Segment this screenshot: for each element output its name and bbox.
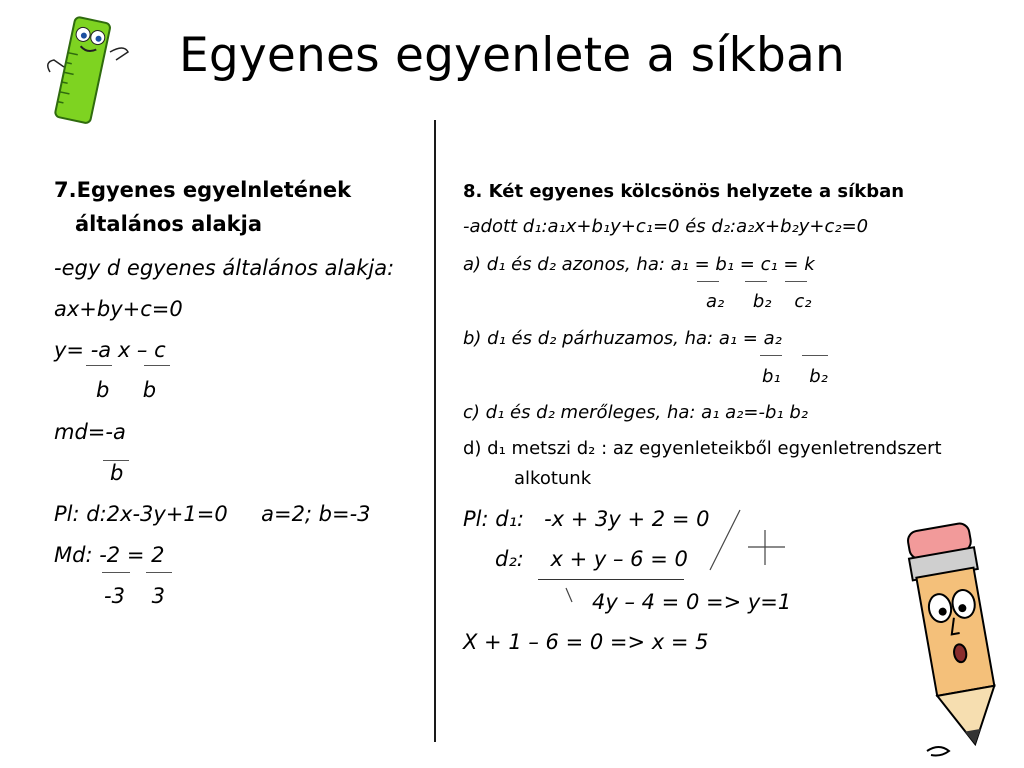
fraction-bar: [785, 281, 807, 282]
fraction-bar: [102, 572, 130, 573]
example-sum-result: 4y – 4 = 0 => y=1: [592, 590, 792, 614]
ruler-character-icon: [40, 12, 135, 127]
fraction-bar: [146, 572, 172, 573]
case-intersecting: d) d₁ metszi d₂ : az egyenleteikből egyenletrendszert: [463, 438, 942, 459]
case-parallel: b) d₁ és d₂ párhuzamos, ha: a₁ = a₂: [463, 328, 782, 349]
fraction-bar: [86, 365, 112, 366]
pencil-character-icon: [905, 505, 1015, 763]
explicit-form-equation: y= -a x – c: [54, 338, 166, 362]
general-form-equation: ax+by+c=0: [54, 297, 183, 321]
example-equation-2: d₂: x + y – 6 = 0: [495, 547, 688, 571]
left-heading: 7.Egyenes egyelnletének: [54, 178, 352, 202]
column-divider: [434, 120, 436, 742]
case-perpendicular: c) d₁ és d₂ merőleges, ha: a₁ a₂=-b₁ b₂: [463, 402, 808, 423]
given-lines: -adott d₁:a₁x+b₁y+c₁=0 és d₂:a₂x+b₂y+c₂=0: [463, 216, 869, 237]
fraction-bar: [144, 365, 170, 366]
example-slope: Md: -2 = 2: [54, 543, 165, 567]
handwritten-marks: [560, 500, 800, 610]
parallel-denominators: b₁ b₂: [762, 366, 828, 387]
example-x-result: X + 1 – 6 = 0 => x = 5: [463, 630, 709, 654]
fraction-bar: [745, 281, 767, 282]
fraction-bar: [760, 355, 782, 356]
slope-formula: md=-a: [54, 420, 126, 444]
left-heading-cont: általános alakja: [75, 212, 263, 236]
coincident-denominators: a₂ b₂ c₂: [706, 291, 812, 312]
case-intersecting-cont: alkotunk: [514, 468, 592, 489]
fraction-bar: [697, 281, 719, 282]
example-line: Pl: d:2x-3y+1=0 a=2; b=-3: [54, 502, 371, 526]
general-form-intro: -egy d egyenes általános alakja:: [54, 256, 395, 280]
example-equation-1: Pl: d₁: -x + 3y + 2 = 0: [463, 507, 710, 531]
right-heading: 8. Két egyenes kölcsönös helyzete a síkban: [463, 181, 905, 202]
case-coincident: a) d₁ és d₂ azonos, ha: a₁ = b₁ = c₁ = k: [463, 254, 815, 275]
fraction-bar: [802, 355, 828, 356]
slope-denominator: b: [110, 461, 124, 485]
slide-title: Egyenes egyenlete a síkban: [178, 28, 846, 83]
example-slope-denominators: -3 3: [104, 584, 166, 608]
explicit-form-denominators: b b: [96, 378, 157, 402]
